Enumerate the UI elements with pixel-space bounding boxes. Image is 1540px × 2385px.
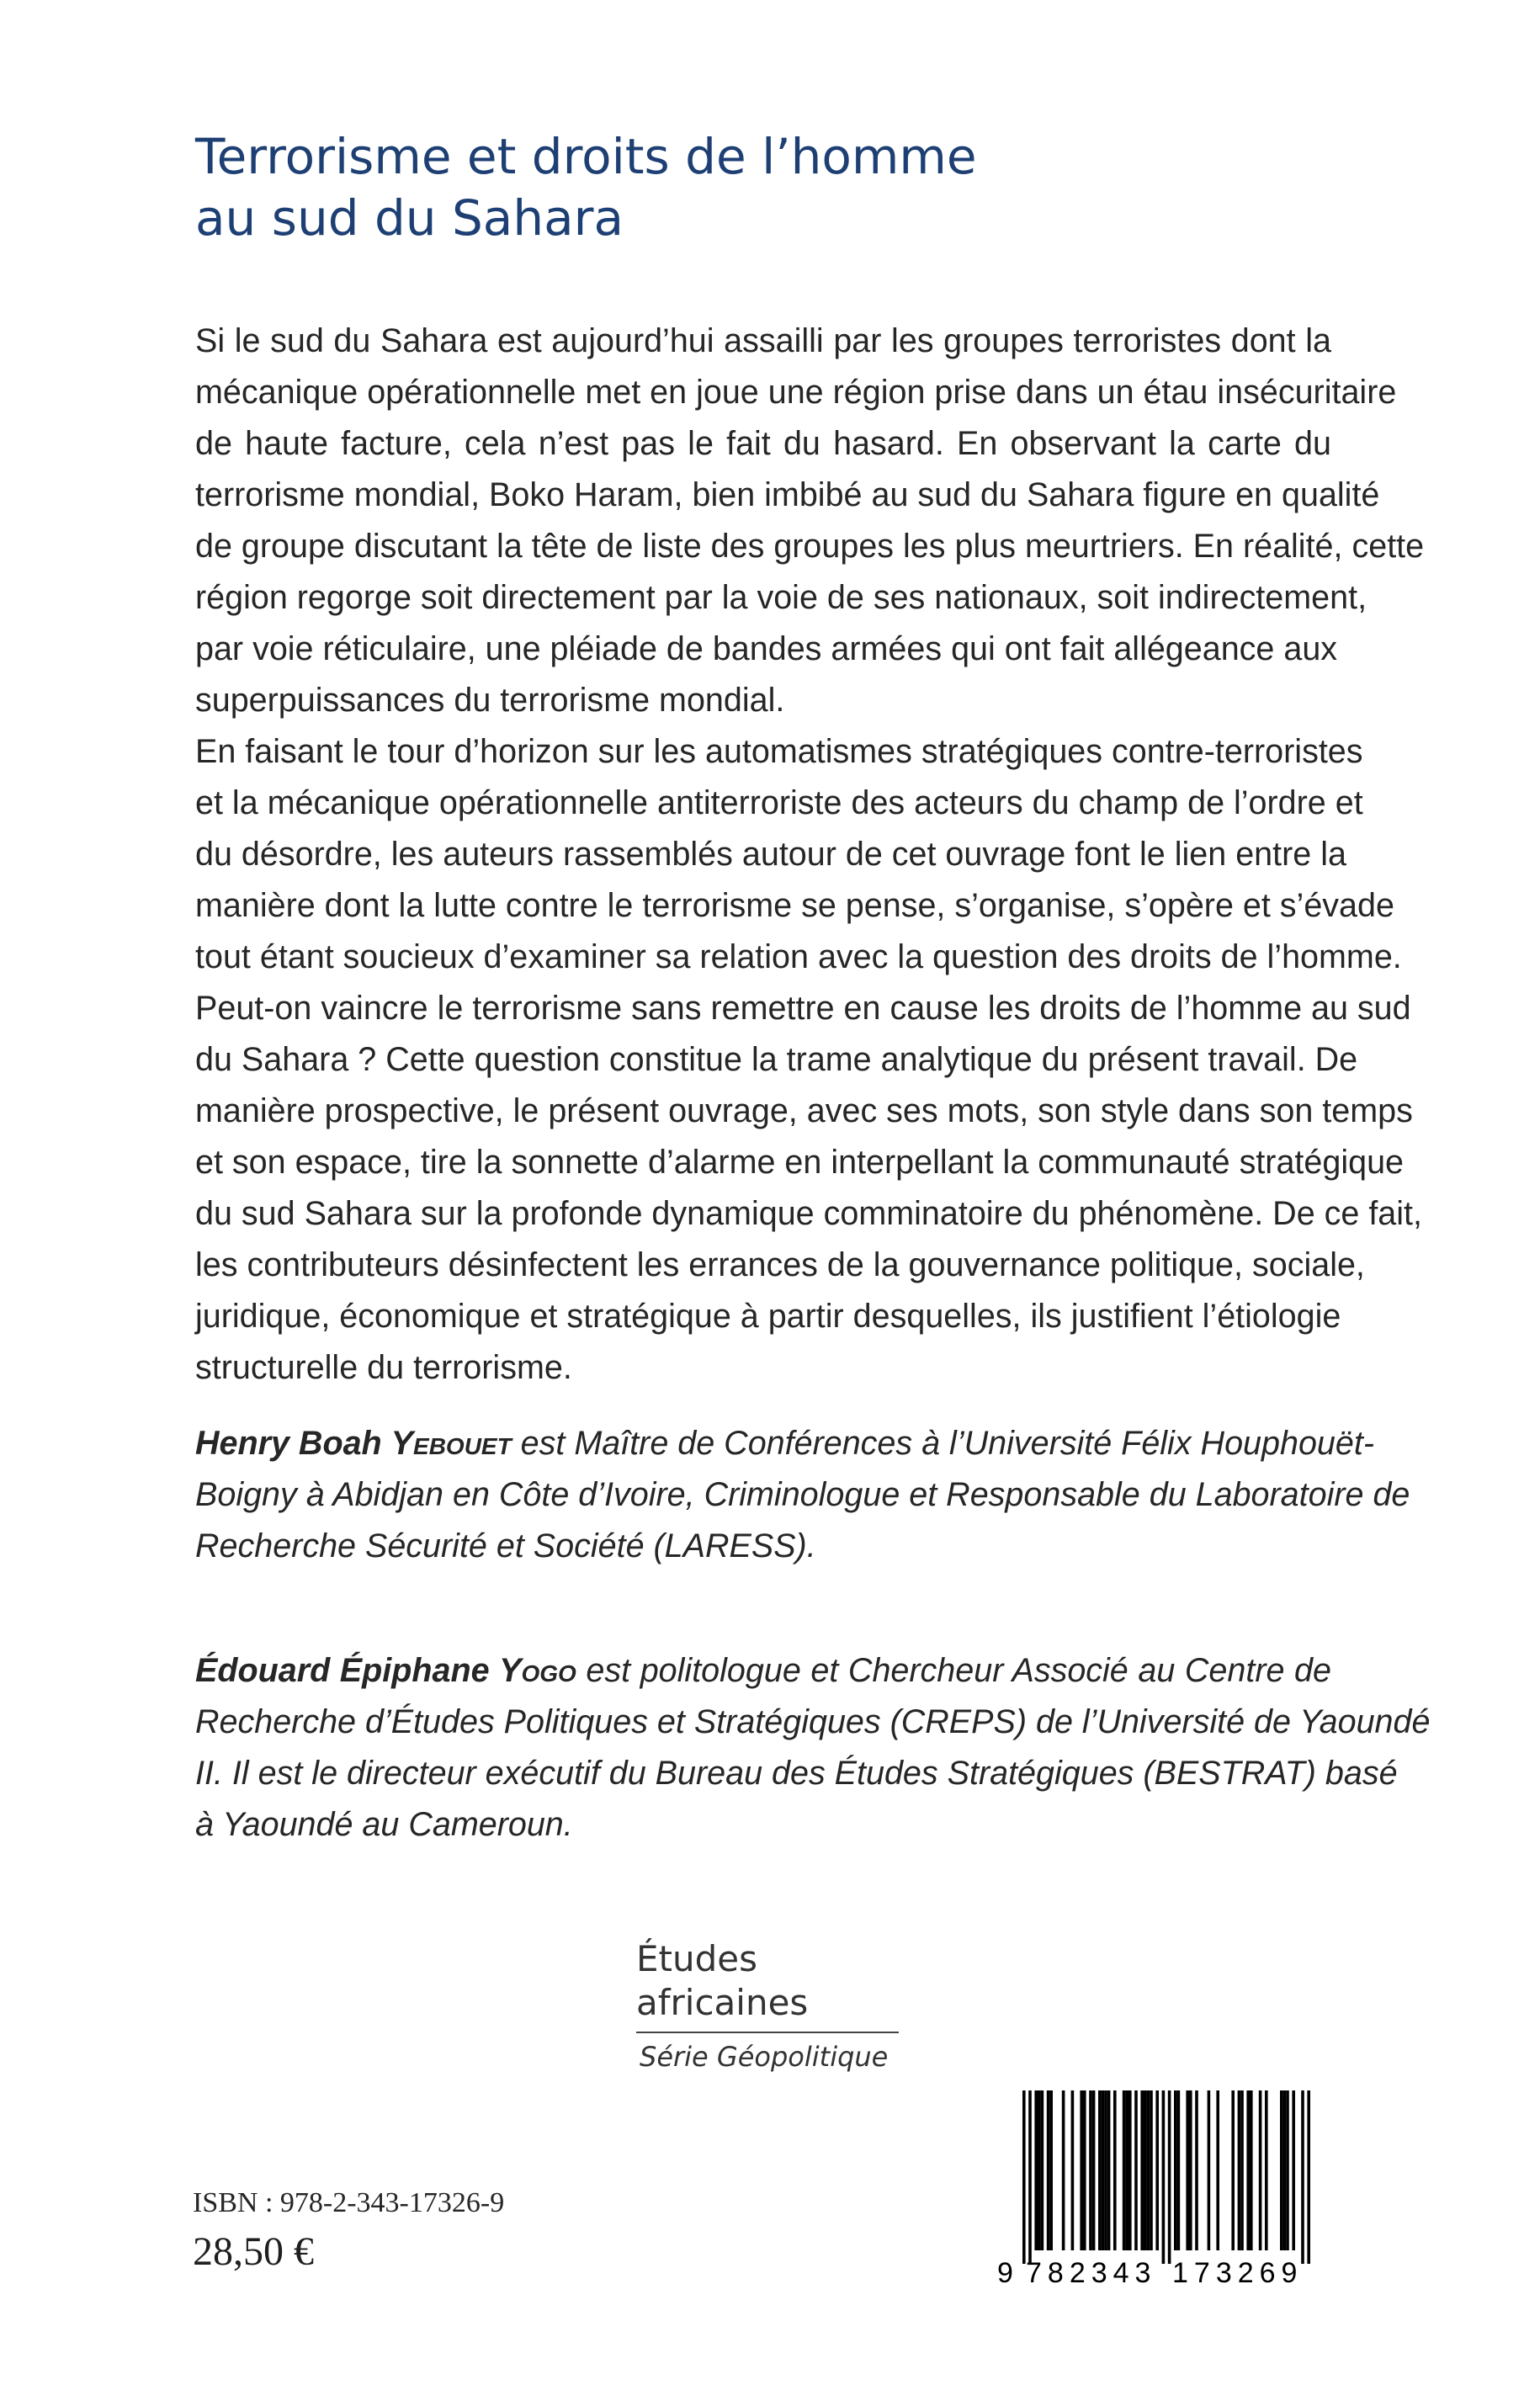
barcode-bar xyxy=(1265,2090,1268,2250)
collection-logo xyxy=(636,1937,922,2075)
summary-line: et la mécanique opérationnelle antiterroriste des acteurs du champ de l’ordre et xyxy=(195,784,1363,821)
barcode-bar xyxy=(1128,2090,1132,2250)
author-1-surname: Yebouet xyxy=(390,1425,512,1462)
barcode-bar xyxy=(1195,2090,1198,2250)
barcode-bar xyxy=(1071,2090,1075,2250)
author-1-given-name: Henry Boah xyxy=(195,1425,382,1462)
barcode-bar xyxy=(1250,2090,1253,2250)
barcode-guard-bar xyxy=(1022,2090,1026,2264)
barcode-bar xyxy=(1240,2090,1244,2250)
barcode-bar xyxy=(1155,2090,1159,2250)
collection-divider xyxy=(636,2032,899,2033)
barcode-bar xyxy=(1208,2090,1211,2250)
barcode-bar xyxy=(1038,2090,1041,2250)
summary-line: tout étant soucieux d’examiner sa relation avec la question des droits de l’homme. xyxy=(195,938,1402,975)
bio-text: est Maître de Conférences à l’Université Félix Houphouët- xyxy=(511,1425,1374,1462)
author-2-given-name: Édouard Épiphane xyxy=(195,1652,490,1689)
barcode-bar xyxy=(1177,2090,1181,2250)
summary-line: manière prospective, le présent ouvrage, avec ses mots, son style dans son temps xyxy=(195,1092,1413,1129)
summary-line: mécanique opérationnelle met en joue une région prise dans un étau insécuritaire xyxy=(195,374,1397,411)
barcode-bar xyxy=(1189,2090,1192,2250)
barcode-bar xyxy=(1104,2090,1107,2250)
collection-series: Série Géopolitique xyxy=(640,2041,889,2073)
barcode-bar xyxy=(1080,2090,1083,2250)
book-title-line-2: au sud du Sahara xyxy=(195,189,624,247)
barcode-bar xyxy=(1041,2090,1044,2250)
summary-line: du sud Sahara sur la profonde dynamique comminatoire du phénomène. De ce fait, xyxy=(195,1195,1422,1232)
barcode-bar xyxy=(1144,2090,1147,2250)
author-2-name xyxy=(195,1652,576,1689)
author-1-name xyxy=(195,1425,512,1462)
summary-paragraph-2 xyxy=(195,726,1422,1394)
bio-text: est politologue et Chercheur Associé au Centre de xyxy=(576,1652,1331,1689)
summary-paragraph-1 xyxy=(195,316,1425,726)
barcode-guard-bar xyxy=(1307,2090,1310,2264)
barcode-bar xyxy=(1150,2090,1153,2250)
barcode-bar xyxy=(1231,2090,1235,2250)
summary-line: terrorisme mondial, Boko Haram, bien imbibé au sud du Sahara figure en qualité xyxy=(195,476,1380,513)
author-2-surname: Yogo xyxy=(499,1652,576,1689)
barcode-bar xyxy=(1083,2090,1086,2250)
barcode-bar xyxy=(1238,2090,1241,2250)
barcode xyxy=(989,2087,1334,2289)
author-bio-2 xyxy=(195,1645,1431,1851)
bio-line xyxy=(195,1645,1331,1697)
barcode-bar xyxy=(1216,2090,1219,2250)
author-bio-1 xyxy=(195,1418,1410,1572)
barcode-guard-bar xyxy=(1301,2090,1304,2264)
barcode-bar xyxy=(1286,2090,1289,2250)
barcode-bar xyxy=(1147,2090,1150,2250)
bio-line: II. Il est le directeur exécutif du Bureau des Études Stratégiques (BESTRAT) basé xyxy=(195,1755,1398,1792)
bio-line: Boigny à Abidjan en Côte d’Ivoire, Criminologue et Responsable du Laboratoire de xyxy=(195,1476,1410,1513)
barcode-bar xyxy=(1092,2090,1096,2250)
summary-line: structurelle du terrorisme. xyxy=(195,1349,572,1386)
summary-line: région regorge soit directement par la voie de ses nationaux, soit indirectement, xyxy=(195,579,1367,616)
barcode-bar xyxy=(1123,2090,1126,2250)
bio-line: Recherche Sécurité et Société (LARESS). xyxy=(195,1527,816,1564)
summary-line: Si le sud du Sahara est aujourd’hui assailli par les groupes terroristes dont la xyxy=(195,322,1331,359)
isbn-label: ISBN : 978-2-343-17326-9 xyxy=(193,2187,505,2218)
barcode-guard-bar xyxy=(1168,2090,1171,2264)
summary-line: superpuissances du terrorisme mondial. xyxy=(195,682,785,719)
summary-line: et son espace, tire la sonnette d’alarme en interpellant la communauté stratégique xyxy=(195,1144,1405,1181)
barcode-bar xyxy=(1246,2090,1250,2250)
summary-line: de haute facture, cela n’est pas le fait du hasard. En observant la carte du xyxy=(195,425,1331,462)
barcode-bar xyxy=(1280,2090,1283,2250)
barcode-bar xyxy=(1259,2090,1262,2250)
book-title xyxy=(195,126,1373,249)
summary-line: manière dont la lutte contre le terrorisme se pense, s’organise, s’opère et s’évade xyxy=(195,887,1394,924)
barcode-bar xyxy=(1034,2090,1038,2250)
bio-line: Recherche d’Études Politiques et Stratégiques (CREPS) de l’Université de Yaoundé xyxy=(195,1703,1431,1740)
barcode-bar xyxy=(1102,2090,1105,2250)
barcode-bar xyxy=(1107,2090,1111,2250)
barcode-bar xyxy=(1047,2090,1050,2250)
barcode-bar xyxy=(1089,2090,1092,2250)
barcode-guard-bar xyxy=(1162,2090,1166,2264)
summary-line: Peut-on vaincre le terrorisme sans remettre en cause les droits de l’homme au sud xyxy=(195,990,1411,1027)
bio-line xyxy=(195,1418,1374,1469)
barcode-bar xyxy=(1125,2090,1128,2250)
summary-line: En faisant le tour d’horizon sur les automatismes stratégiques contre-terroristes xyxy=(195,733,1363,770)
barcode-guard-bar xyxy=(1028,2090,1032,2264)
barcode-digits-left: 782343 xyxy=(1026,2257,1157,2289)
summary-line: du désordre, les auteurs rassemblés autour de cet ouvrage font le lien entre la xyxy=(195,836,1346,873)
barcode-bar xyxy=(1283,2090,1287,2250)
barcode-bar xyxy=(1113,2090,1117,2250)
barcode-bar xyxy=(1134,2090,1138,2250)
summary-line: les contributeurs désinfectent les errances de la gouvernance politique, sociale, xyxy=(195,1246,1365,1283)
summary-line: de groupe discutant la tête de liste des groupes les plus meurtriers. En réalité, cette xyxy=(195,528,1425,565)
barcode-digit-first: 9 xyxy=(997,2257,1013,2289)
bio-line: à Yaoundé au Cameroun. xyxy=(195,1806,573,1843)
barcode-bars xyxy=(1022,2090,1310,2264)
barcode-digits-right: 173269 xyxy=(1172,2257,1304,2289)
price-label: 28,50 € xyxy=(193,2229,314,2274)
barcode-bar xyxy=(1049,2090,1053,2250)
book-summary xyxy=(195,316,1425,1394)
barcode-bar xyxy=(1140,2090,1144,2250)
barcode-bar xyxy=(1062,2090,1065,2250)
summary-line: du Sahara ? Cette question constitue la trame analytique du présent travail. De xyxy=(195,1041,1358,1078)
summary-line: par voie réticulaire, une pléiade de bandes armées qui ont fait allégeance aux xyxy=(195,630,1338,667)
collection-title: Études africaines xyxy=(636,1938,809,2023)
barcode-bar xyxy=(1098,2090,1102,2250)
book-title-line-1: Terrorisme et droits de l’homme xyxy=(195,128,977,185)
barcode-bar xyxy=(1186,2090,1189,2250)
summary-line: juridique, économique et stratégique à partir desquelles, ils justifient l’étiologie xyxy=(195,1298,1341,1335)
barcode-bar xyxy=(1292,2090,1295,2250)
barcode-bar xyxy=(1174,2090,1177,2250)
